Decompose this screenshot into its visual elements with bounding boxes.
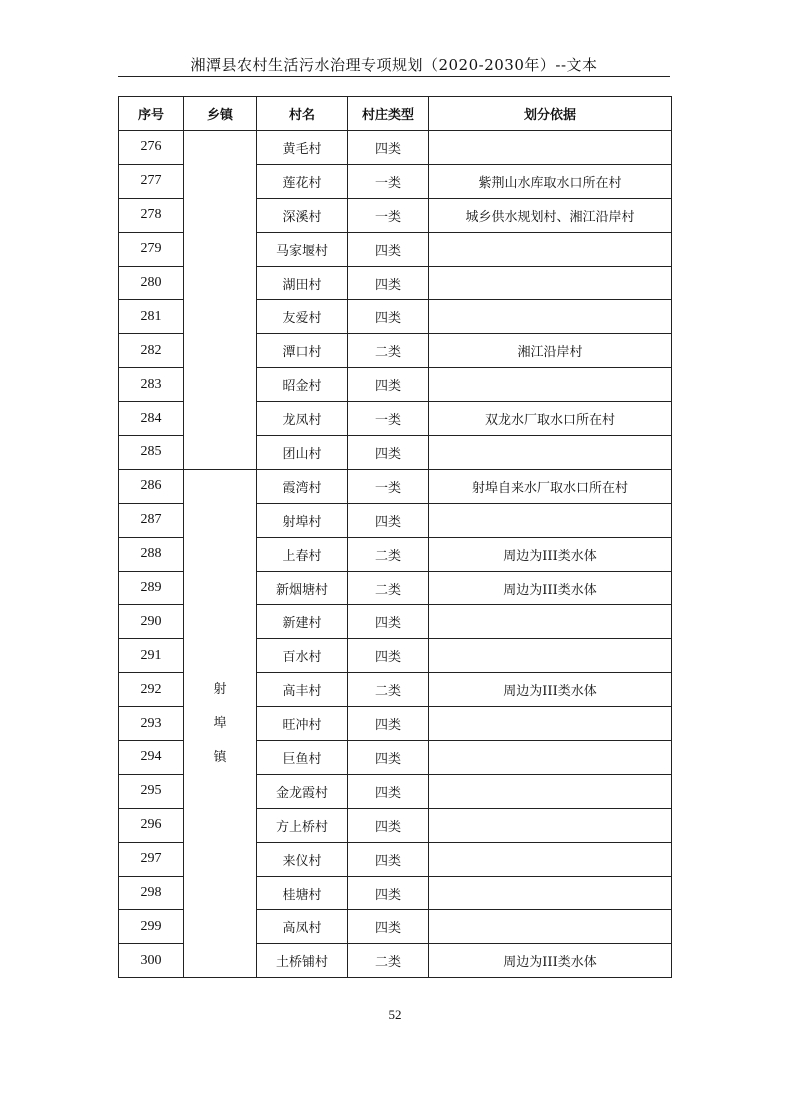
village-name-cell: 新建村 <box>257 605 348 639</box>
basis-cell <box>429 842 672 876</box>
basis-cell <box>429 876 672 910</box>
table-row <box>119 131 672 165</box>
village-type-cell: 四类 <box>348 300 429 334</box>
row-index-cell: 295 <box>119 774 184 808</box>
basis-cell: 周边为III类水体 <box>429 944 672 978</box>
village-name-cell: 土桥铺村 <box>257 944 348 978</box>
basis-cell <box>429 503 672 537</box>
village-type-cell: 四类 <box>348 436 429 470</box>
village-name-cell: 方上桥村 <box>257 808 348 842</box>
village-type-cell: 四类 <box>348 707 429 741</box>
village-name-cell: 百水村 <box>257 639 348 673</box>
village-type-cell: 二类 <box>348 537 429 571</box>
village-name-cell: 友爱村 <box>257 300 348 334</box>
basis-cell: 周边为III类水体 <box>429 571 672 605</box>
basis-cell: 周边为III类水体 <box>429 537 672 571</box>
village-type-cell: 一类 <box>348 469 429 503</box>
village-type-cell: 四类 <box>348 910 429 944</box>
town-cell <box>184 131 257 470</box>
row-index-cell: 278 <box>119 198 184 232</box>
village-type-cell: 二类 <box>348 334 429 368</box>
row-index-cell: 287 <box>119 503 184 537</box>
village-name-cell: 潭口村 <box>257 334 348 368</box>
village-name-cell: 桂塘村 <box>257 876 348 910</box>
village-type-cell: 一类 <box>348 164 429 198</box>
row-index-cell: 276 <box>119 131 184 165</box>
village-name-cell: 来仪村 <box>257 842 348 876</box>
village-type-cell: 四类 <box>348 605 429 639</box>
page-number: 52 <box>388 1007 402 1022</box>
row-index-cell: 293 <box>119 707 184 741</box>
basis-cell: 紫荆山水库取水口所在村 <box>429 164 672 198</box>
table-row <box>119 469 672 503</box>
village-classification-table <box>118 96 672 978</box>
village-name-cell: 马家堰村 <box>257 232 348 266</box>
row-index-cell: 289 <box>119 571 184 605</box>
header-rule <box>118 76 670 77</box>
village-name-cell: 金龙霞村 <box>257 774 348 808</box>
village-name-cell: 射埠村 <box>257 503 348 537</box>
row-index-cell: 298 <box>119 876 184 910</box>
row-index-cell: 281 <box>119 300 184 334</box>
village-type-cell: 四类 <box>348 876 429 910</box>
village-name-cell: 巨鱼村 <box>257 741 348 775</box>
basis-cell <box>429 436 672 470</box>
basis-cell <box>429 808 672 842</box>
town-cell <box>184 469 257 977</box>
basis-cell <box>429 774 672 808</box>
column-header-town: 乡镇 <box>184 97 257 131</box>
row-index-cell: 280 <box>119 266 184 300</box>
village-type-cell: 四类 <box>348 774 429 808</box>
table-header-row <box>119 97 672 131</box>
row-index-cell: 290 <box>119 605 184 639</box>
village-name-cell: 昭金村 <box>257 368 348 402</box>
row-index-cell: 291 <box>119 639 184 673</box>
town-name-char: 埠 <box>213 715 227 731</box>
row-index-cell: 296 <box>119 808 184 842</box>
basis-cell <box>429 605 672 639</box>
village-type-cell: 四类 <box>348 808 429 842</box>
village-type-cell: 四类 <box>348 368 429 402</box>
basis-cell: 湘江沿岸村 <box>429 334 672 368</box>
basis-cell <box>429 300 672 334</box>
row-index-cell: 297 <box>119 842 184 876</box>
row-index-cell: 286 <box>119 469 184 503</box>
basis-cell <box>429 910 672 944</box>
row-index-cell: 283 <box>119 368 184 402</box>
village-name-cell: 黄毛村 <box>257 131 348 165</box>
village-type-cell: 四类 <box>348 503 429 537</box>
village-type-cell: 二类 <box>348 571 429 605</box>
village-type-cell: 四类 <box>348 266 429 300</box>
village-name-cell: 深溪村 <box>257 198 348 232</box>
village-name-cell: 高凤村 <box>257 910 348 944</box>
row-index-cell: 277 <box>119 164 184 198</box>
row-index-cell: 284 <box>119 402 184 436</box>
village-name-cell: 新烟塘村 <box>257 571 348 605</box>
village-name-cell: 莲花村 <box>257 164 348 198</box>
village-type-cell: 二类 <box>348 944 429 978</box>
village-name-cell: 上春村 <box>257 537 348 571</box>
row-index-cell: 282 <box>119 334 184 368</box>
village-type-cell: 四类 <box>348 741 429 775</box>
column-header-basis: 划分依据 <box>429 97 672 131</box>
basis-cell <box>429 368 672 402</box>
basis-cell <box>429 131 672 165</box>
basis-cell <box>429 232 672 266</box>
village-type-cell: 一类 <box>348 198 429 232</box>
village-type-cell: 一类 <box>348 402 429 436</box>
basis-cell <box>429 266 672 300</box>
village-type-cell: 四类 <box>348 131 429 165</box>
village-type-cell: 四类 <box>348 232 429 266</box>
row-index-cell: 279 <box>119 232 184 266</box>
row-index-cell: 292 <box>119 673 184 707</box>
basis-cell: 射埠自来水厂取水口所在村 <box>429 469 672 503</box>
column-header-village: 村名 <box>257 97 348 131</box>
basis-cell: 双龙水厂取水口所在村 <box>429 402 672 436</box>
basis-cell: 城乡供水规划村、湘江沿岸村 <box>429 198 672 232</box>
village-type-cell: 四类 <box>348 639 429 673</box>
column-header-village-type: 村庄类型 <box>348 97 429 131</box>
row-index-cell: 294 <box>119 741 184 775</box>
village-type-cell: 四类 <box>348 842 429 876</box>
village-name-cell: 霞湾村 <box>257 469 348 503</box>
village-name-cell: 团山村 <box>257 436 348 470</box>
page-header-title: 湘潭县农村生活污水治理专项规划（2020-2030年）--文本 <box>190 56 598 74</box>
row-index-cell: 288 <box>119 537 184 571</box>
village-name-cell: 高丰村 <box>257 673 348 707</box>
column-header-index: 序号 <box>119 97 184 131</box>
village-name-cell: 湖田村 <box>257 266 348 300</box>
basis-cell <box>429 741 672 775</box>
row-index-cell: 299 <box>119 910 184 944</box>
village-name-cell: 龙凤村 <box>257 402 348 436</box>
village-type-cell: 二类 <box>348 673 429 707</box>
row-index-cell: 300 <box>119 944 184 978</box>
town-name-char: 射 <box>213 681 227 697</box>
basis-cell <box>429 639 672 673</box>
row-index-cell: 285 <box>119 436 184 470</box>
basis-cell <box>429 707 672 741</box>
village-name-cell: 旺冲村 <box>257 707 348 741</box>
town-name-char: 镇 <box>213 749 227 765</box>
table-body <box>119 131 672 978</box>
basis-cell: 周边为III类水体 <box>429 673 672 707</box>
